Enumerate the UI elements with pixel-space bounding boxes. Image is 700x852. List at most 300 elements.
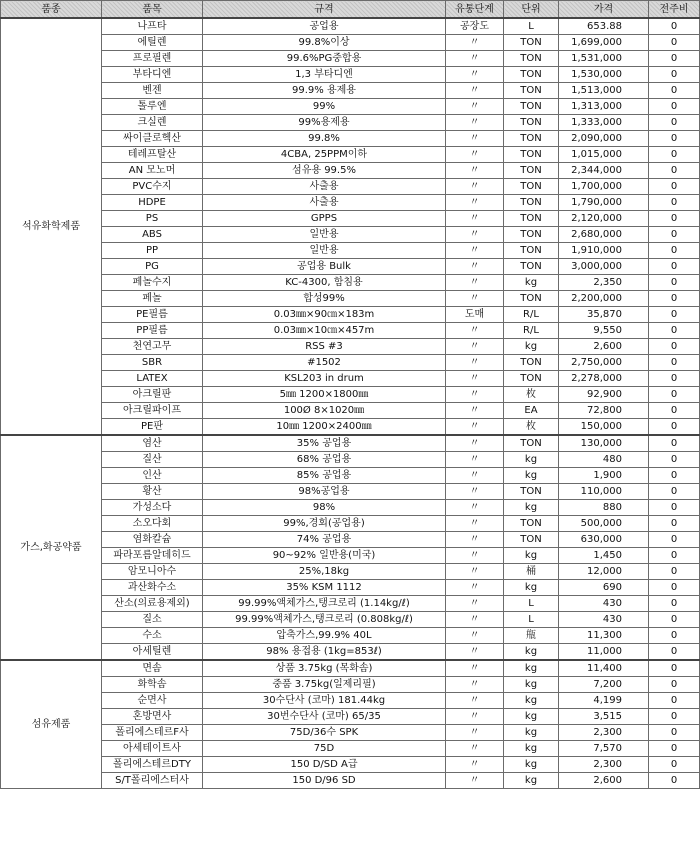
item-cell: 폴리에스테르DTY: [102, 757, 203, 773]
item-cell: 수소: [102, 628, 203, 644]
table-row: [1, 51, 700, 67]
unit-cell: TON: [504, 435, 559, 452]
price-cell: 1,015,000: [559, 147, 649, 163]
stage-cell: 〃: [446, 419, 504, 436]
spec-cell: 1,3 부타디엔: [203, 67, 446, 83]
change-cell: 0: [649, 677, 700, 693]
price-cell: 2,350: [559, 275, 649, 291]
table-row: [1, 355, 700, 371]
stage-cell: 〃: [446, 693, 504, 709]
table-row: [1, 644, 700, 661]
spec-cell: 100Ø 8×1020㎜: [203, 403, 446, 419]
unit-cell: kg: [504, 452, 559, 468]
unit-cell: TON: [504, 51, 559, 67]
change-cell: 0: [649, 484, 700, 500]
stage-cell: 〃: [446, 435, 504, 452]
table-row: [1, 612, 700, 628]
item-cell: 황산: [102, 484, 203, 500]
change-cell: 0: [649, 709, 700, 725]
spec-cell: 35% KSM 1112: [203, 580, 446, 596]
unit-cell: TON: [504, 291, 559, 307]
change-cell: 0: [649, 580, 700, 596]
item-cell: 산소(의료용제외): [102, 596, 203, 612]
spec-cell: 99%용제용: [203, 115, 446, 131]
table-row: [1, 323, 700, 339]
unit-cell: TON: [504, 115, 559, 131]
unit-cell: kg: [504, 580, 559, 596]
table-row: [1, 371, 700, 387]
spec-cell: 98%: [203, 500, 446, 516]
header-item: 품목: [102, 1, 203, 19]
stage-cell: 〃: [446, 115, 504, 131]
unit-cell: 枚: [504, 419, 559, 436]
stage-cell: 〃: [446, 131, 504, 147]
item-cell: 질산: [102, 452, 203, 468]
spec-cell: 30번수단사 (코마) 65/35: [203, 709, 446, 725]
unit-cell: kg: [504, 677, 559, 693]
table-row: [1, 532, 700, 548]
header-change: 전주비: [649, 1, 700, 19]
unit-cell: kg: [504, 757, 559, 773]
spec-cell: 합성99%: [203, 291, 446, 307]
table-row: [1, 709, 700, 725]
item-cell: PG: [102, 259, 203, 275]
spec-cell: 74% 공업용: [203, 532, 446, 548]
change-cell: 0: [649, 468, 700, 484]
table-row: [1, 516, 700, 532]
change-cell: 0: [649, 35, 700, 51]
price-cell: 430: [559, 612, 649, 628]
stage-cell: 〃: [446, 259, 504, 275]
change-cell: 0: [649, 564, 700, 580]
change-cell: 0: [649, 51, 700, 67]
stage-cell: 〃: [446, 516, 504, 532]
table-row: [1, 725, 700, 741]
item-cell: PVC수지: [102, 179, 203, 195]
change-cell: 0: [649, 307, 700, 323]
stage-cell: 공장도: [446, 18, 504, 35]
item-cell: PE판: [102, 419, 203, 436]
table-row: [1, 387, 700, 403]
change-cell: 0: [649, 435, 700, 452]
spec-cell: 상품 3.75kg (목화솜): [203, 660, 446, 677]
price-cell: 1,450: [559, 548, 649, 564]
item-cell: 프로필렌: [102, 51, 203, 67]
change-cell: 0: [649, 516, 700, 532]
spec-cell: 99.99%액체가스,탱크로리 (0.808kg/ℓ): [203, 612, 446, 628]
spec-cell: 99.99%액체가스,탱크로리 (1.14kg/ℓ): [203, 596, 446, 612]
spec-cell: 사출용: [203, 179, 446, 195]
stage-cell: 〃: [446, 628, 504, 644]
table-row: [1, 211, 700, 227]
change-cell: 0: [649, 179, 700, 195]
item-cell: 암모니아수: [102, 564, 203, 580]
change-cell: 0: [649, 147, 700, 163]
item-cell: 테레프탈산: [102, 147, 203, 163]
change-cell: 0: [649, 211, 700, 227]
unit-cell: kg: [504, 468, 559, 484]
stage-cell: 〃: [446, 291, 504, 307]
change-cell: 0: [649, 403, 700, 419]
change-cell: 0: [649, 115, 700, 131]
stage-cell: 〃: [446, 163, 504, 179]
unit-cell: kg: [504, 548, 559, 564]
item-cell: 톨루엔: [102, 99, 203, 115]
change-cell: 0: [649, 99, 700, 115]
price-cell: 2,344,000: [559, 163, 649, 179]
item-cell: PP: [102, 243, 203, 259]
item-cell: LATEX: [102, 371, 203, 387]
stage-cell: 〃: [446, 371, 504, 387]
stage-cell: 〃: [446, 452, 504, 468]
price-cell: 653.88: [559, 18, 649, 35]
spec-cell: 4CBA, 25PPM이하: [203, 147, 446, 163]
spec-cell: #1502: [203, 355, 446, 371]
item-cell: 질소: [102, 612, 203, 628]
table-row: [1, 99, 700, 115]
stage-cell: 〃: [446, 500, 504, 516]
unit-cell: kg: [504, 500, 559, 516]
price-cell: 7,200: [559, 677, 649, 693]
price-cell: 2,300: [559, 725, 649, 741]
item-cell: 아크릴파이프: [102, 403, 203, 419]
stage-cell: 〃: [446, 403, 504, 419]
spec-cell: 75D: [203, 741, 446, 757]
category-cell: 섬유제품: [1, 660, 102, 789]
stage-cell: 〃: [446, 564, 504, 580]
spec-cell: 85% 공업용: [203, 468, 446, 484]
table-row: [1, 484, 700, 500]
spec-cell: 99.8%: [203, 131, 446, 147]
spec-cell: 압축가스,99.9% 40L: [203, 628, 446, 644]
unit-cell: TON: [504, 371, 559, 387]
table-row: [1, 339, 700, 355]
price-cell: 1,531,000: [559, 51, 649, 67]
unit-cell: TON: [504, 195, 559, 211]
price-cell: 1,910,000: [559, 243, 649, 259]
price-cell: 7,570: [559, 741, 649, 757]
unit-cell: kg: [504, 693, 559, 709]
table-row: [1, 195, 700, 211]
header-category: 품종: [1, 1, 102, 19]
table-row: [1, 596, 700, 612]
price-cell: 2,300: [559, 757, 649, 773]
table-row: [1, 548, 700, 564]
price-cell: 12,000: [559, 564, 649, 580]
item-cell: 나프타: [102, 18, 203, 35]
change-cell: 0: [649, 131, 700, 147]
table-row: [1, 131, 700, 147]
spec-cell: 99%: [203, 99, 446, 115]
price-cell: 11,400: [559, 660, 649, 677]
stage-cell: 〃: [446, 243, 504, 259]
unit-cell: R/L: [504, 323, 559, 339]
spec-cell: 99.8%이상: [203, 35, 446, 51]
spec-cell: 98% 용접용 (1kg=853ℓ): [203, 644, 446, 661]
table-row: [1, 83, 700, 99]
price-cell: 150,000: [559, 419, 649, 436]
spec-cell: 68% 공업용: [203, 452, 446, 468]
unit-cell: TON: [504, 163, 559, 179]
price-cell: 690: [559, 580, 649, 596]
price-cell: 2,200,000: [559, 291, 649, 307]
table-row: [1, 163, 700, 179]
change-cell: 0: [649, 596, 700, 612]
item-cell: 염산: [102, 435, 203, 452]
change-cell: 0: [649, 693, 700, 709]
stage-cell: 〃: [446, 612, 504, 628]
price-cell: 4,199: [559, 693, 649, 709]
price-cell: 2,600: [559, 339, 649, 355]
item-cell: 벤젠: [102, 83, 203, 99]
item-cell: 부타디엔: [102, 67, 203, 83]
stage-cell: 〃: [446, 227, 504, 243]
item-cell: 천연고무: [102, 339, 203, 355]
header-spec: 규격: [203, 1, 446, 19]
change-cell: 0: [649, 644, 700, 661]
price-cell: 2,120,000: [559, 211, 649, 227]
spec-cell: 98%공업용: [203, 484, 446, 500]
item-cell: PS: [102, 211, 203, 227]
spec-cell: GPPS: [203, 211, 446, 227]
unit-cell: kg: [504, 660, 559, 677]
price-cell: 2,600: [559, 773, 649, 789]
stage-cell: 〃: [446, 741, 504, 757]
price-cell: 72,800: [559, 403, 649, 419]
item-cell: 아세테이트사: [102, 741, 203, 757]
change-cell: 0: [649, 227, 700, 243]
unit-cell: kg: [504, 725, 559, 741]
stage-cell: 〃: [446, 211, 504, 227]
item-cell: 파라포름알데히드: [102, 548, 203, 564]
unit-cell: TON: [504, 99, 559, 115]
item-cell: 폴리에스테르F사: [102, 725, 203, 741]
stage-cell: 〃: [446, 644, 504, 661]
change-cell: 0: [649, 67, 700, 83]
change-cell: 0: [649, 275, 700, 291]
change-cell: 0: [649, 725, 700, 741]
unit-cell: TON: [504, 243, 559, 259]
stage-cell: 〃: [446, 757, 504, 773]
table-row: [1, 435, 700, 452]
unit-cell: TON: [504, 131, 559, 147]
spec-cell: 0.03㎜×10㎝×457m: [203, 323, 446, 339]
unit-cell: 桶: [504, 564, 559, 580]
item-cell: 인산: [102, 468, 203, 484]
table-row: [1, 275, 700, 291]
stage-cell: 〃: [446, 83, 504, 99]
stage-cell: 〃: [446, 709, 504, 725]
stage-cell: 〃: [446, 660, 504, 677]
item-cell: 화학솜: [102, 677, 203, 693]
header-stage: 유통단계: [446, 1, 504, 19]
item-cell: 순면사: [102, 693, 203, 709]
stage-cell: 〃: [446, 773, 504, 789]
unit-cell: TON: [504, 532, 559, 548]
item-cell: SBR: [102, 355, 203, 371]
price-cell: 92,900: [559, 387, 649, 403]
price-cell: 1,513,000: [559, 83, 649, 99]
table-row: [1, 18, 700, 35]
item-cell: 페놀수지: [102, 275, 203, 291]
category-cell: 석유화학제품: [1, 18, 102, 435]
spec-cell: 공업용 Bulk: [203, 259, 446, 275]
price-cell: 1,530,000: [559, 67, 649, 83]
change-cell: 0: [649, 371, 700, 387]
unit-cell: TON: [504, 67, 559, 83]
item-cell: 면솜: [102, 660, 203, 677]
category-cell: 가스,화공약품: [1, 435, 102, 660]
spec-cell: 30수단사 (코마) 181.44kg: [203, 693, 446, 709]
table-row: [1, 677, 700, 693]
change-cell: 0: [649, 259, 700, 275]
item-cell: 염화칼슘: [102, 532, 203, 548]
header-price: 가격: [559, 1, 649, 19]
table-row: [1, 307, 700, 323]
spec-cell: 99%,경회(공업용): [203, 516, 446, 532]
price-cell: 1,699,000: [559, 35, 649, 51]
table-row: [1, 452, 700, 468]
stage-cell: 〃: [446, 147, 504, 163]
stage-cell: 〃: [446, 51, 504, 67]
stage-cell: 〃: [446, 275, 504, 291]
table-row: [1, 580, 700, 596]
change-cell: 0: [649, 757, 700, 773]
spec-cell: 일반용: [203, 227, 446, 243]
unit-cell: 甁: [504, 628, 559, 644]
stage-cell: 〃: [446, 677, 504, 693]
stage-cell: 〃: [446, 468, 504, 484]
unit-cell: kg: [504, 773, 559, 789]
table-row: [1, 693, 700, 709]
stage-cell: 〃: [446, 355, 504, 371]
price-cell: 430: [559, 596, 649, 612]
table-row: [1, 660, 700, 677]
price-cell: 630,000: [559, 532, 649, 548]
stage-cell: 〃: [446, 725, 504, 741]
table-row: [1, 403, 700, 419]
item-cell: 페놀: [102, 291, 203, 307]
spec-cell: 35% 공업용: [203, 435, 446, 452]
table-row: [1, 147, 700, 163]
price-cell: 2,680,000: [559, 227, 649, 243]
header-unit: 단위: [504, 1, 559, 19]
unit-cell: TON: [504, 35, 559, 51]
spec-cell: 150 D/SD A급: [203, 757, 446, 773]
price-cell: 2,750,000: [559, 355, 649, 371]
unit-cell: R/L: [504, 307, 559, 323]
stage-cell: 〃: [446, 195, 504, 211]
spec-cell: 90~92% 일반용(미국): [203, 548, 446, 564]
price-cell: 1,313,000: [559, 99, 649, 115]
price-cell: 2,090,000: [559, 131, 649, 147]
item-cell: 소오다회: [102, 516, 203, 532]
stage-cell: 〃: [446, 339, 504, 355]
price-cell: 2,278,000: [559, 371, 649, 387]
unit-cell: TON: [504, 211, 559, 227]
table-row: [1, 419, 700, 436]
item-cell: PP필름: [102, 323, 203, 339]
item-cell: 아크릴판: [102, 387, 203, 403]
item-cell: 에틸렌: [102, 35, 203, 51]
spec-cell: 25%,18kg: [203, 564, 446, 580]
change-cell: 0: [649, 291, 700, 307]
item-cell: 크실렌: [102, 115, 203, 131]
price-cell: 480: [559, 452, 649, 468]
item-cell: 싸이클로헥산: [102, 131, 203, 147]
change-cell: 0: [649, 773, 700, 789]
spec-cell: 75D/36수 SPK: [203, 725, 446, 741]
unit-cell: kg: [504, 709, 559, 725]
unit-cell: 枚: [504, 387, 559, 403]
price-cell: 3,515: [559, 709, 649, 725]
unit-cell: kg: [504, 644, 559, 661]
change-cell: 0: [649, 163, 700, 179]
spec-cell: KC-4300, 함침용: [203, 275, 446, 291]
item-cell: 혼방면사: [102, 709, 203, 725]
unit-cell: L: [504, 596, 559, 612]
price-cell: 110,000: [559, 484, 649, 500]
unit-cell: kg: [504, 275, 559, 291]
change-cell: 0: [649, 195, 700, 211]
table-row: [1, 67, 700, 83]
item-cell: 과산화수소: [102, 580, 203, 596]
table-row: [1, 757, 700, 773]
unit-cell: EA: [504, 403, 559, 419]
spec-cell: 150 D/96 SD: [203, 773, 446, 789]
table-row: [1, 291, 700, 307]
price-cell: 500,000: [559, 516, 649, 532]
header-row: [1, 1, 700, 19]
unit-cell: kg: [504, 339, 559, 355]
item-cell: 아세틸렌: [102, 644, 203, 661]
table-row: [1, 500, 700, 516]
table-row: [1, 35, 700, 51]
price-cell: 1,900: [559, 468, 649, 484]
stage-cell: 〃: [446, 179, 504, 195]
stage-cell: 도매: [446, 307, 504, 323]
change-cell: 0: [649, 612, 700, 628]
table-row: [1, 115, 700, 131]
unit-cell: L: [504, 18, 559, 35]
table-row: [1, 564, 700, 580]
stage-cell: 〃: [446, 580, 504, 596]
spec-cell: 10㎜ 1200×2400㎜: [203, 419, 446, 436]
price-cell: 880: [559, 500, 649, 516]
unit-cell: L: [504, 612, 559, 628]
change-cell: 0: [649, 741, 700, 757]
table-row: [1, 227, 700, 243]
change-cell: 0: [649, 18, 700, 35]
spec-cell: RSS #3: [203, 339, 446, 355]
table-row: [1, 773, 700, 789]
spec-cell: 99.9% 용제용: [203, 83, 446, 99]
table-row: [1, 243, 700, 259]
change-cell: 0: [649, 532, 700, 548]
price-cell: 11,300: [559, 628, 649, 644]
change-cell: 0: [649, 628, 700, 644]
change-cell: 0: [649, 500, 700, 516]
change-cell: 0: [649, 339, 700, 355]
change-cell: 0: [649, 323, 700, 339]
table-body: [1, 18, 700, 789]
unit-cell: TON: [504, 83, 559, 99]
stage-cell: 〃: [446, 67, 504, 83]
change-cell: 0: [649, 548, 700, 564]
unit-cell: TON: [504, 484, 559, 500]
item-cell: HDPE: [102, 195, 203, 211]
table-row: [1, 741, 700, 757]
